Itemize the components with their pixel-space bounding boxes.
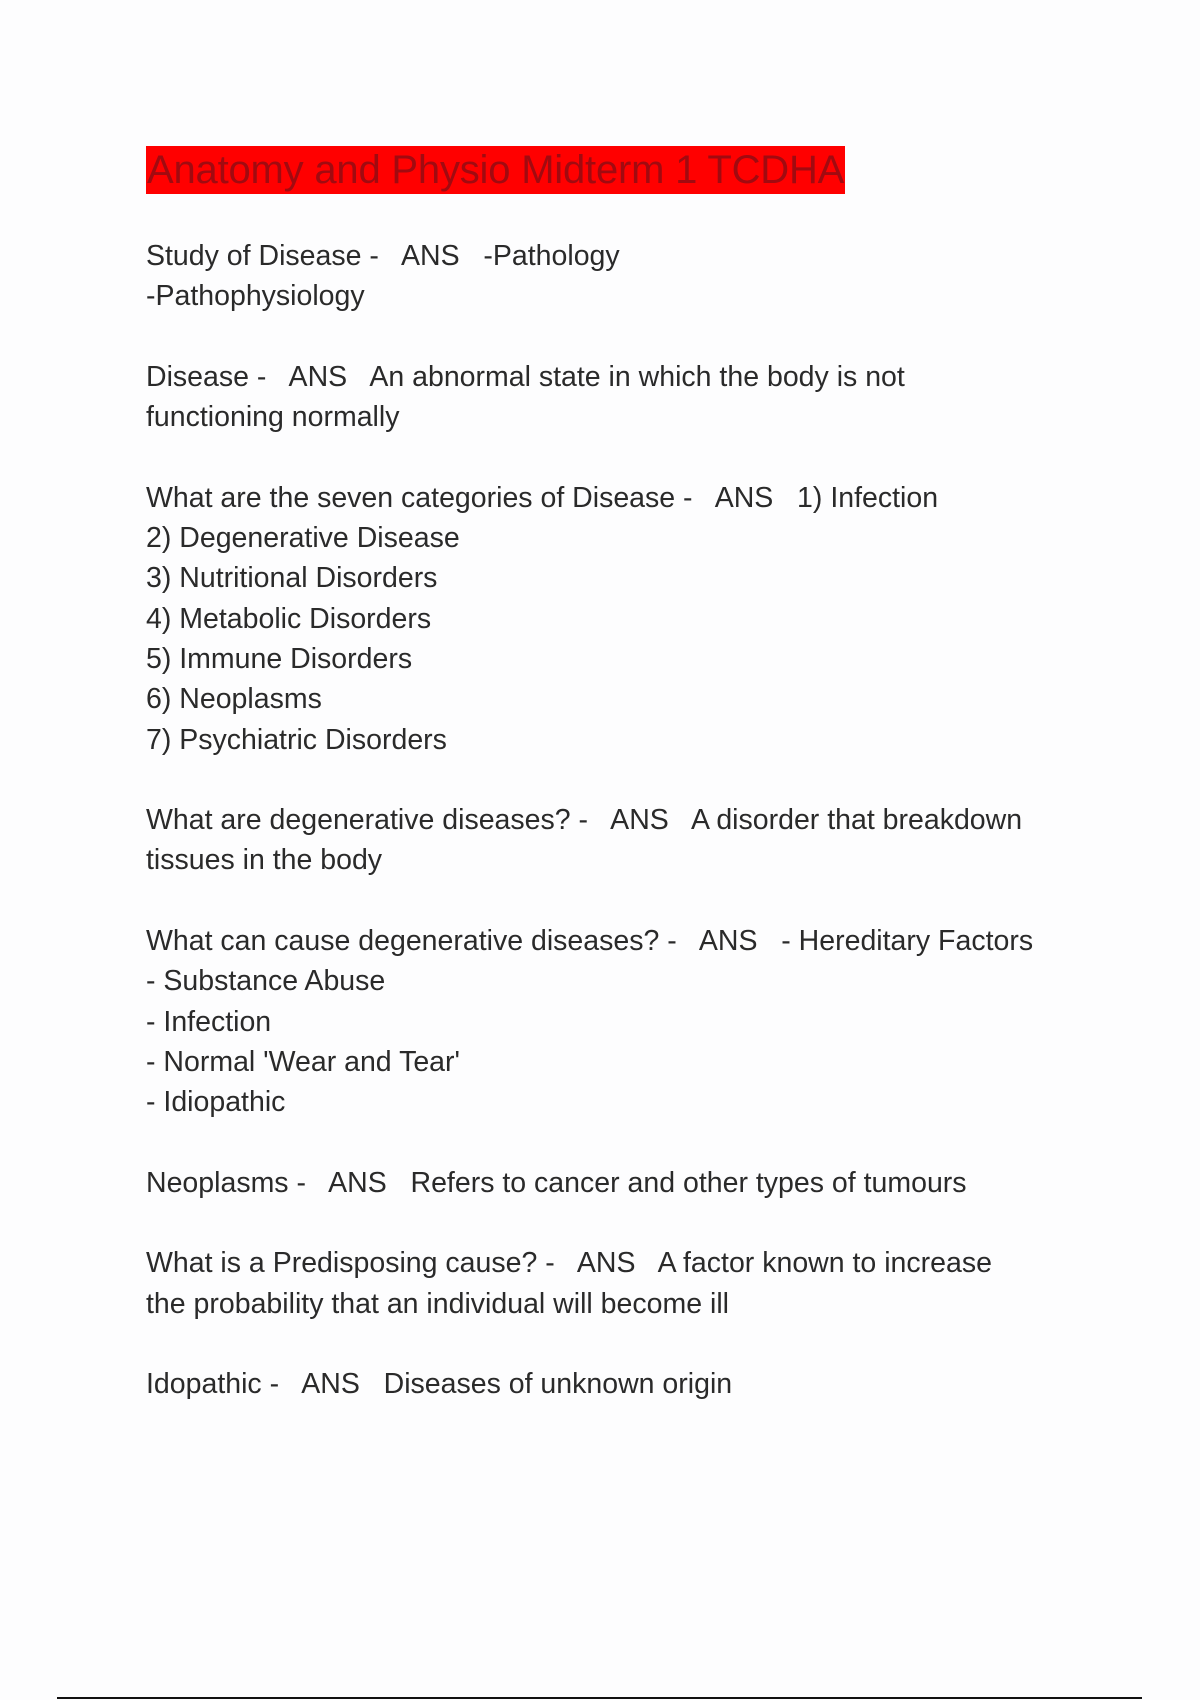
entry-question-line: Study of Disease - ANS -Pathology (146, 240, 620, 272)
entry-answer-line: 5) Immune Disorders (146, 642, 413, 675)
entry-answer-line: tissues in the body (146, 844, 383, 877)
flashcard-entry (146, 478, 1126, 760)
entry-answer-line: - Substance Abuse (146, 965, 386, 998)
document-title: Anatomy and Physio Midterm 1 TCDHA (147, 148, 845, 192)
entry-answer-line: -Pathophysiology (146, 280, 365, 313)
entry-answer-line: - Normal 'Wear and Tear' (146, 1045, 460, 1078)
entry-question-line: Idopathic - ANS Diseases of unknown origin (146, 1368, 733, 1401)
flashcard-entry (146, 1364, 1126, 1404)
entry-question-line: What are the seven categories of Disease - ANS 1) Infection (146, 481, 939, 514)
entry-question-line: Disease - ANS An abnormal state in which the body is not (146, 360, 905, 393)
entry-answer-line: functioning normally (146, 401, 400, 434)
flashcard-entry (146, 357, 1126, 438)
entry-answer-line: 2) Degenerative Disease (146, 522, 460, 555)
entry-answer-line: 4) Metabolic Disorders (146, 602, 432, 635)
flashcard-entry (146, 1163, 1126, 1203)
entry-answer-line: 3) Nutritional Disorders (146, 562, 438, 595)
entry-question-line: Neoplasms - ANS Refers to cancer and other types of tumours (146, 1166, 967, 1199)
entry-question-line: What are degenerative diseases? - ANS A disorder that breakdown (146, 804, 1023, 837)
flashcard-entry (146, 921, 1126, 1122)
entry-answer-line: the probability that an individual will become ill (146, 1287, 729, 1320)
title-block (146, 146, 845, 194)
entry-question-line: What is a Predisposing cause? - ANS A factor known to increase (146, 1247, 992, 1280)
page-bottom-rule (57, 1697, 1142, 1699)
document-body (146, 236, 1126, 1445)
entry-question-line: What can cause degenerative diseases? - ANS - Hereditary Factors (146, 925, 1034, 958)
entry-answer-line: 7) Psychiatric Disorders (146, 723, 447, 756)
entry-answer-line: - Idiopathic (146, 1086, 286, 1119)
entry-answer-line: 6) Neoplasms (146, 683, 322, 716)
entry-answer-line: - Infection (146, 1005, 272, 1038)
flashcard-entry (146, 236, 1126, 317)
flashcard-entry (146, 800, 1126, 881)
flashcard-entry (146, 1243, 1126, 1324)
